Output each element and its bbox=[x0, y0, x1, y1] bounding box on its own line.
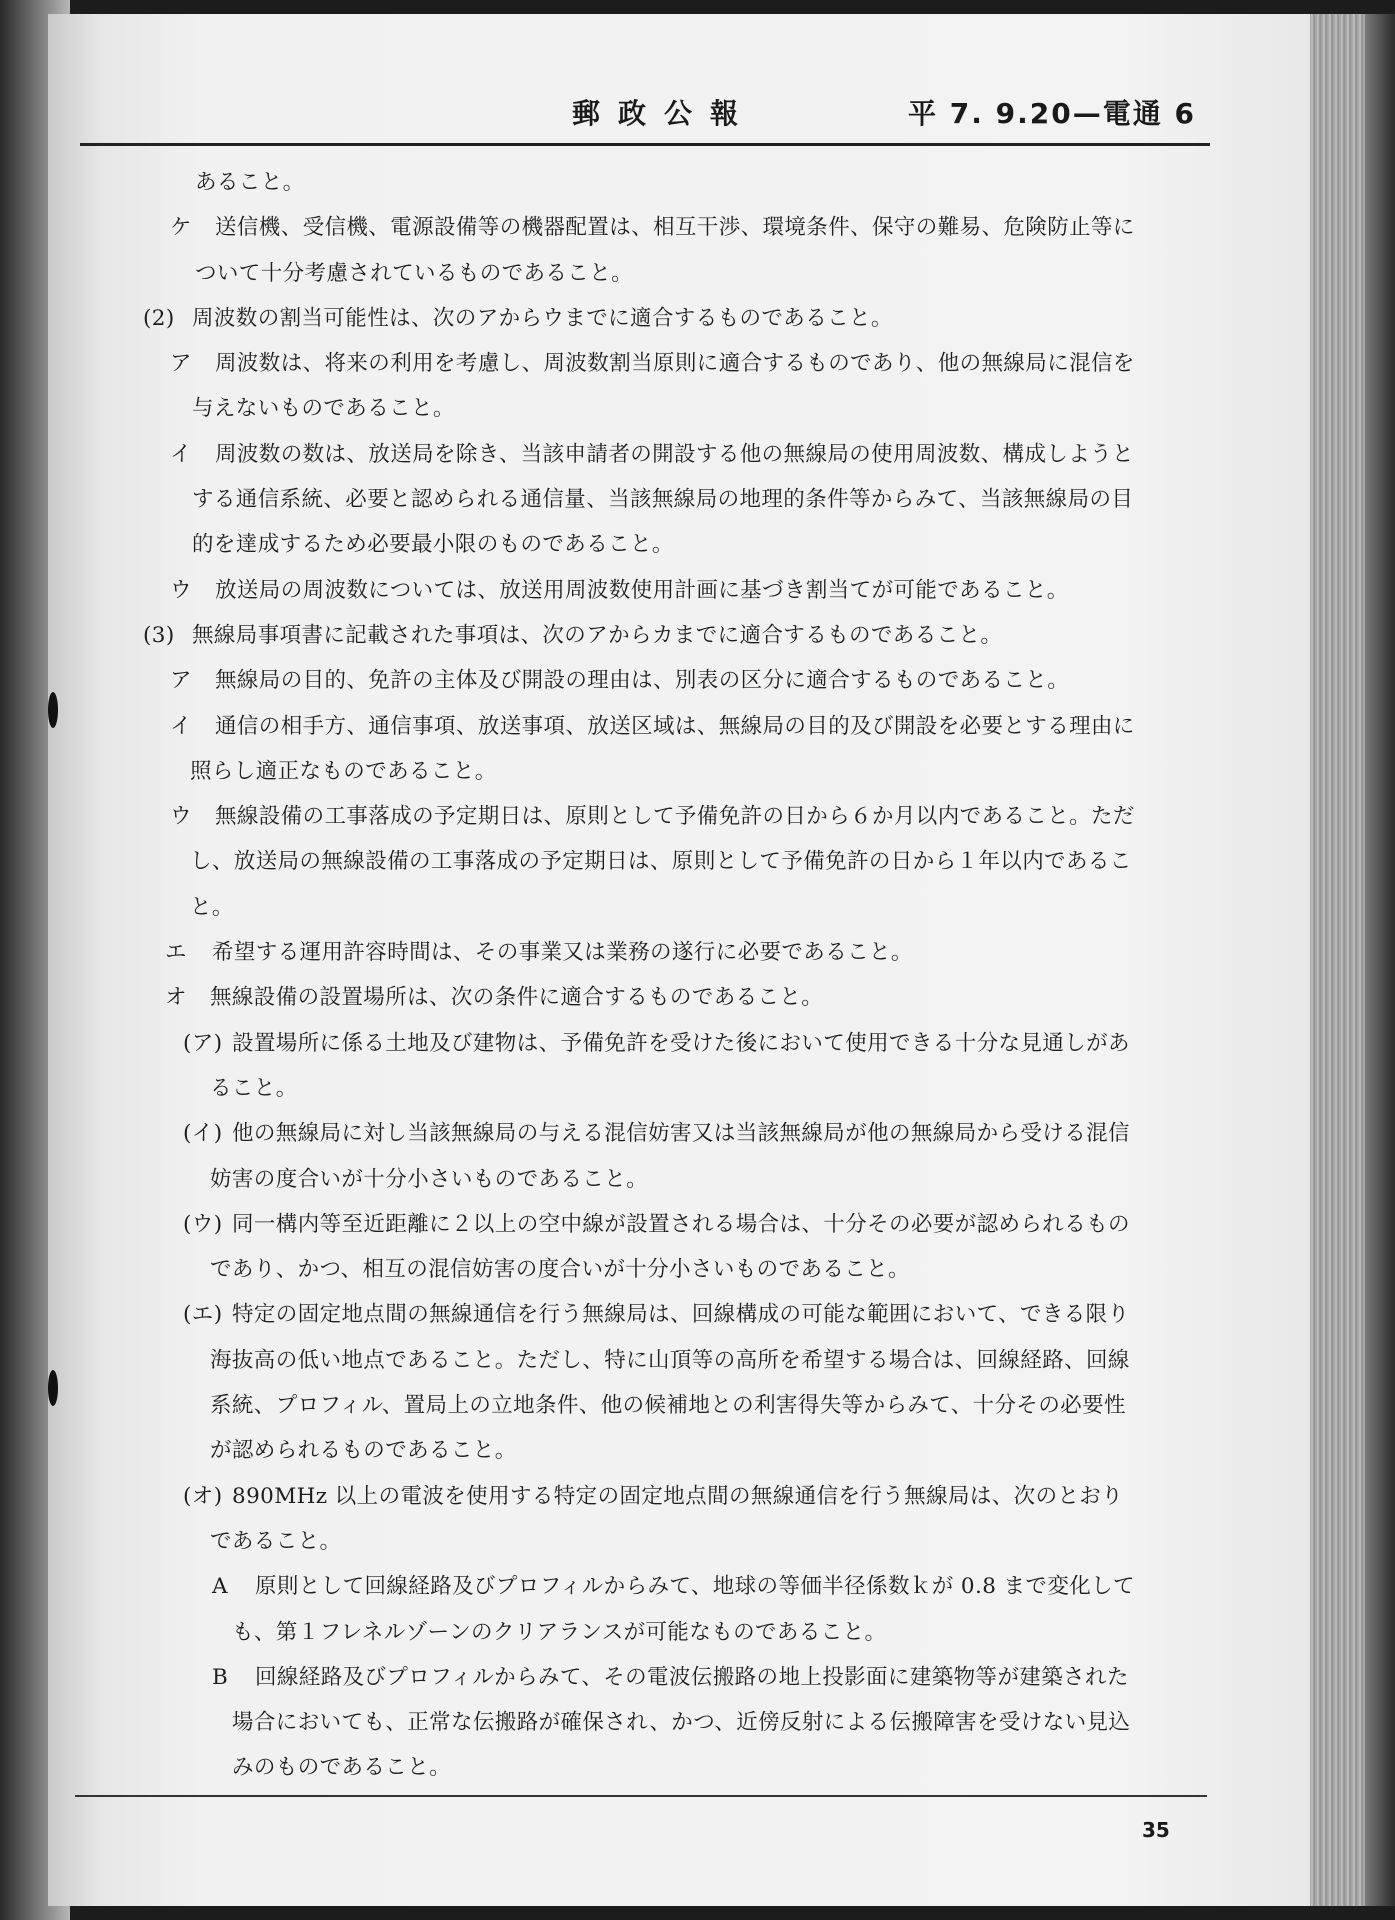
line-text: 海抜高の低い地点であること。ただし、特に山頂等の高所を希望する場合は、回線経路、回線 bbox=[210, 1347, 1130, 1373]
line-text: 周波数の数は、放送局を除き、当該申請者の開設する他の無線局の使用周波数、構成しようと bbox=[215, 441, 1134, 467]
text-line bbox=[0, 1564, 1395, 1609]
line-text: であり、かつ、相互の混信妨害の度合いが十分小さいものであること。 bbox=[210, 1257, 910, 1283]
line-text: が認められるものであること。 bbox=[210, 1438, 517, 1464]
line-text: 系統、プロフィル、置局上の立地条件、他の候補地との利害得失等からみて、十分その必要性 bbox=[210, 1393, 1126, 1419]
text-line bbox=[0, 1066, 1395, 1111]
line-text: 送信機、受信機、電源設備等の機器配置は、相互干渉、環境条件、保守の難易、危険防止等に bbox=[215, 215, 1135, 241]
line-text: あること。 bbox=[195, 170, 305, 195]
text-line bbox=[0, 704, 1395, 749]
text-line bbox=[0, 296, 1395, 341]
line-text: みのものであること。 bbox=[232, 1755, 452, 1781]
item-marker: (3) bbox=[143, 622, 175, 648]
line-text: 他の無線局に対し当該無線局の与える混信妨害又は当該無線局が他の無線局から受ける混信 bbox=[232, 1121, 1130, 1147]
item-marker: エ bbox=[165, 940, 187, 966]
text-line bbox=[0, 205, 1395, 250]
item-marker: ア bbox=[170, 351, 192, 377]
item-marker: オ bbox=[165, 985, 187, 1011]
text-line bbox=[0, 658, 1395, 703]
line-text: 放送局の周波数については、放送用周波数使用計画に基づき割当てが可能であること。 bbox=[215, 577, 1069, 603]
text-line bbox=[0, 1428, 1395, 1473]
line-text: 照らし適正なものであること。 bbox=[190, 758, 497, 784]
line-text: 妨害の度合いが十分小さいものであること。 bbox=[210, 1166, 649, 1192]
line-text: 周波数の割当可能性は、次のアからウまでに適合するものであること。 bbox=[192, 305, 893, 331]
line-text: ついて十分考慮されているものであること。 bbox=[195, 260, 634, 286]
line-text: 無線局の目的、免許の主体及び開設の理由は、別表の区分に適合するものであること。 bbox=[215, 668, 1070, 694]
text-line bbox=[0, 1157, 1395, 1202]
text-line bbox=[0, 749, 1395, 794]
page-number: 35 bbox=[1142, 1818, 1170, 1842]
text-line bbox=[0, 522, 1395, 567]
line-text: 890MHz 以上の電波を使用する特定の固定地点間の無線通信を行う無線局は、次のとおり bbox=[232, 1483, 1124, 1509]
line-text: 同一構内等至近距離に２以上の空中線が設置される場合は、十分その必要が認められるもの bbox=[232, 1211, 1130, 1237]
header-rule bbox=[80, 143, 1210, 146]
footer-rule bbox=[75, 1795, 1207, 1797]
text-line bbox=[0, 1202, 1395, 1247]
line-text: と。 bbox=[190, 894, 234, 920]
line-text: 与えないものであること。 bbox=[192, 396, 455, 422]
item-marker: (オ) bbox=[183, 1483, 223, 1509]
line-text: 設置場所に係る土地及び建物は、予備免許を受けた後において使用できる十分な見通しがあ bbox=[232, 1030, 1130, 1056]
text-line bbox=[0, 1292, 1395, 1337]
text-line bbox=[0, 1111, 1395, 1156]
text-line bbox=[0, 477, 1395, 522]
document-body bbox=[0, 160, 1395, 1791]
item-marker: イ bbox=[170, 441, 192, 467]
line-text: 通信の相手方、通信事項、放送事項、放送区域は、無線局の目的及び開設を必要とする理由に bbox=[215, 713, 1135, 739]
text-line bbox=[0, 1745, 1395, 1790]
line-text: し、放送局の無線設備の工事落成の予定期日は、原則として予備免許の日から１年以内であるこ bbox=[190, 849, 1132, 875]
item-marker: イ bbox=[170, 713, 192, 739]
line-text: する通信系統、必要と認められる通信量、当該無線局の地理的条件等からみて、当該無線局の目 bbox=[192, 487, 1134, 513]
text-line bbox=[0, 1610, 1395, 1655]
text-line bbox=[0, 432, 1395, 477]
text-line bbox=[0, 1383, 1395, 1428]
publication-title: 郵政公報 bbox=[572, 97, 757, 130]
text-line bbox=[0, 839, 1395, 884]
text-line bbox=[0, 251, 1395, 296]
item-marker: B bbox=[212, 1664, 229, 1690]
text-line bbox=[0, 1700, 1395, 1745]
item-marker: ア bbox=[170, 668, 192, 694]
text-line bbox=[0, 160, 1395, 205]
item-marker: (2) bbox=[143, 305, 175, 331]
line-text: 回線経路及びプロフィルからみて、その電波伝搬路の地上投影面に建築物等が建築された bbox=[255, 1664, 1129, 1690]
line-text: 場合においても、正常な伝搬路が確保され、かつ、近傍反射による伝搬障害を受けない見込 bbox=[232, 1710, 1131, 1736]
item-marker: ウ bbox=[170, 577, 192, 603]
text-line bbox=[0, 975, 1395, 1020]
line-text: 的を達成するため必要最小限のものであること。 bbox=[192, 532, 674, 558]
line-text: 周波数は、将来の利用を考慮し、周波数割当原則に適合するものであり、他の無線局に混信を bbox=[215, 351, 1135, 377]
text-line bbox=[0, 568, 1395, 613]
item-marker: (エ) bbox=[183, 1302, 223, 1328]
line-text: 原則として回線経路及びプロフィルからみて、地球の等価半径係数ｋが 0.8 まで変化して bbox=[255, 1574, 1135, 1600]
text-line bbox=[0, 341, 1395, 386]
text-line bbox=[0, 386, 1395, 431]
text-line bbox=[0, 1519, 1395, 1564]
text-line bbox=[0, 794, 1395, 839]
item-marker: (イ) bbox=[183, 1121, 223, 1147]
text-line bbox=[0, 1247, 1395, 1292]
item-marker: (ウ) bbox=[183, 1211, 223, 1237]
item-marker: ウ bbox=[170, 804, 192, 830]
line-text: 無線局事項書に記載された事項は、次のアからカまでに適合するものであること。 bbox=[192, 622, 1003, 648]
text-line bbox=[0, 1021, 1395, 1066]
text-line bbox=[0, 1338, 1395, 1383]
item-marker: ケ bbox=[170, 215, 192, 241]
issue-reference: 平 7. 9.20—電通 6 bbox=[908, 97, 1196, 130]
text-line bbox=[0, 930, 1395, 975]
text-line bbox=[0, 885, 1395, 930]
line-text: 無線設備の工事落成の予定期日は、原則として予備免許の日から６か月以内であること。ただ bbox=[215, 804, 1135, 830]
line-text: も、第１フレネルゾーンのクリアランスが可能なものであること。 bbox=[232, 1619, 887, 1645]
text-line bbox=[0, 1474, 1395, 1519]
running-header bbox=[0, 92, 1395, 132]
item-marker: A bbox=[212, 1574, 228, 1600]
line-text: であること。 bbox=[210, 1528, 342, 1554]
line-text: 特定の固定地点間の無線通信を行う無線局は、回線構成の可能な範囲において、できる限り bbox=[232, 1302, 1130, 1328]
text-line bbox=[0, 613, 1395, 658]
line-text: 希望する運用許容時間は、その事業又は業務の遂行に必要であること。 bbox=[212, 940, 913, 966]
text-line bbox=[0, 1655, 1395, 1700]
line-text: 無線設備の設置場所は、次の条件に適合するものであること。 bbox=[210, 985, 824, 1011]
item-marker: (ア) bbox=[183, 1030, 223, 1056]
line-text: ること。 bbox=[210, 1075, 298, 1101]
